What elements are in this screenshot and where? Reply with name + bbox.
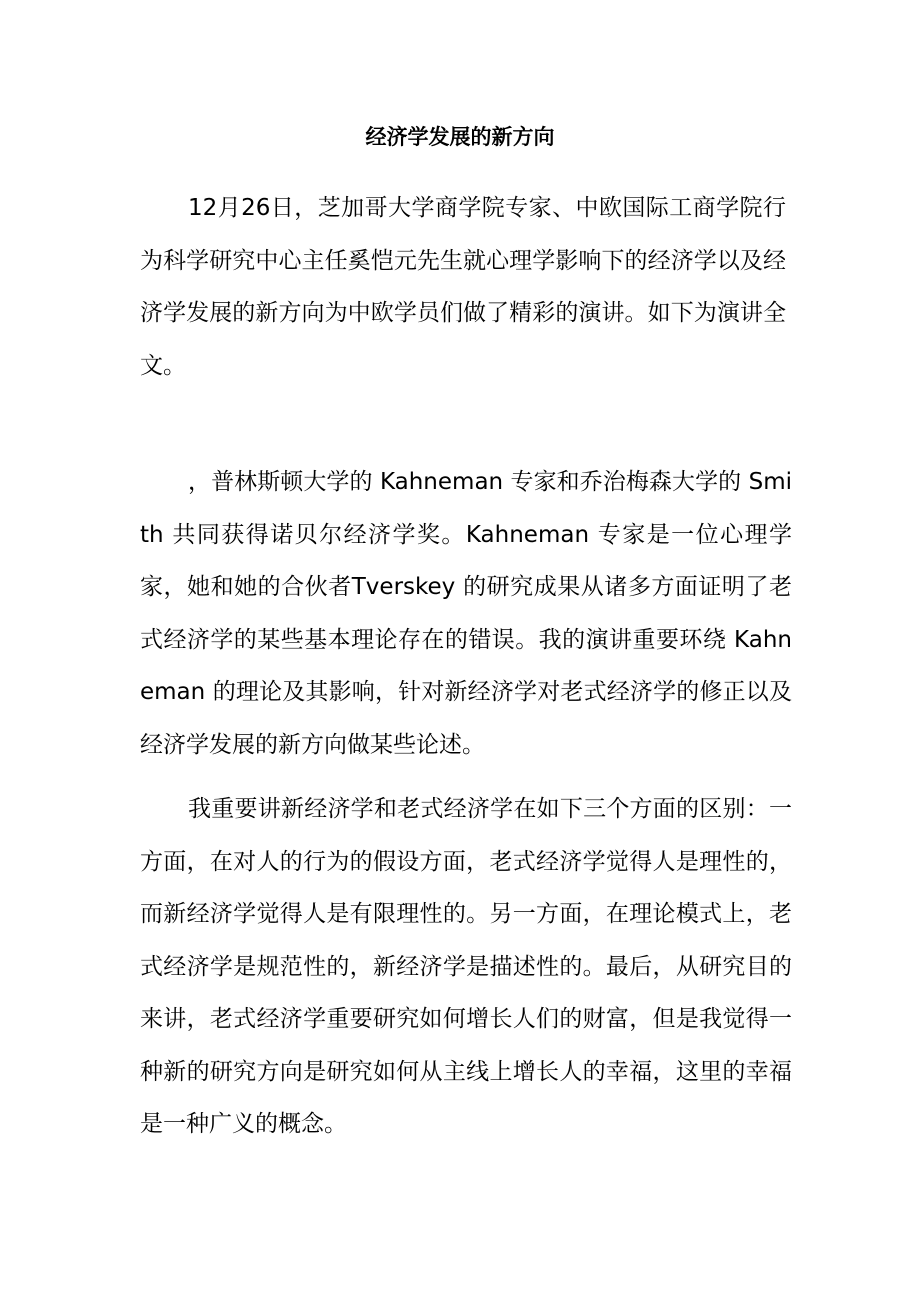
document-title: 经济学发展的新方向 (365, 125, 555, 149)
paragraph-differences: 我重要讲新经济学和老式经济学在如下三个方面的区别：一方面，在对人的行为的假设方面，老式经济学觉得人是理性的，而新经济学觉得人是有限理性的。另一方面，在理论模式上，老式经济学是规范性的，新经济学是描述性的。最后，从研究目的来讲，老式经济学重要研究如何增长人们的财富，但是我觉得一种新的研究方向是研究如何从主线上增长人的幸福，这里的幸福是一种广义的概念。 (140, 796, 792, 1137)
paragraph-kahneman: ，普林斯顿大学的 Kahneman 专家和乔治梅森大学的 Smith 共同获得诺贝尔经济学奖。Kahneman 专家是一位心理学家，她和她的合伙者Tverskey 的研究成果从诸多方面证明了老式经济学的某些基本理论存在的错误。我的演讲重要环绕 Kahneman 的理论及其影响，针对新经济学对老式经济学的修正以及经济学发展的新方向做某些论述。 (140, 469, 792, 758)
paragraph-intro: 12月26日，芝加哥大学商学院专家、中欧国际工商学院行为科学研究中心主任奚恺元先生就心理学影响下的经济学以及经济学发展的新方向为中欧学员们做了精彩的演讲。如下为演讲全文。 (140, 195, 786, 379)
